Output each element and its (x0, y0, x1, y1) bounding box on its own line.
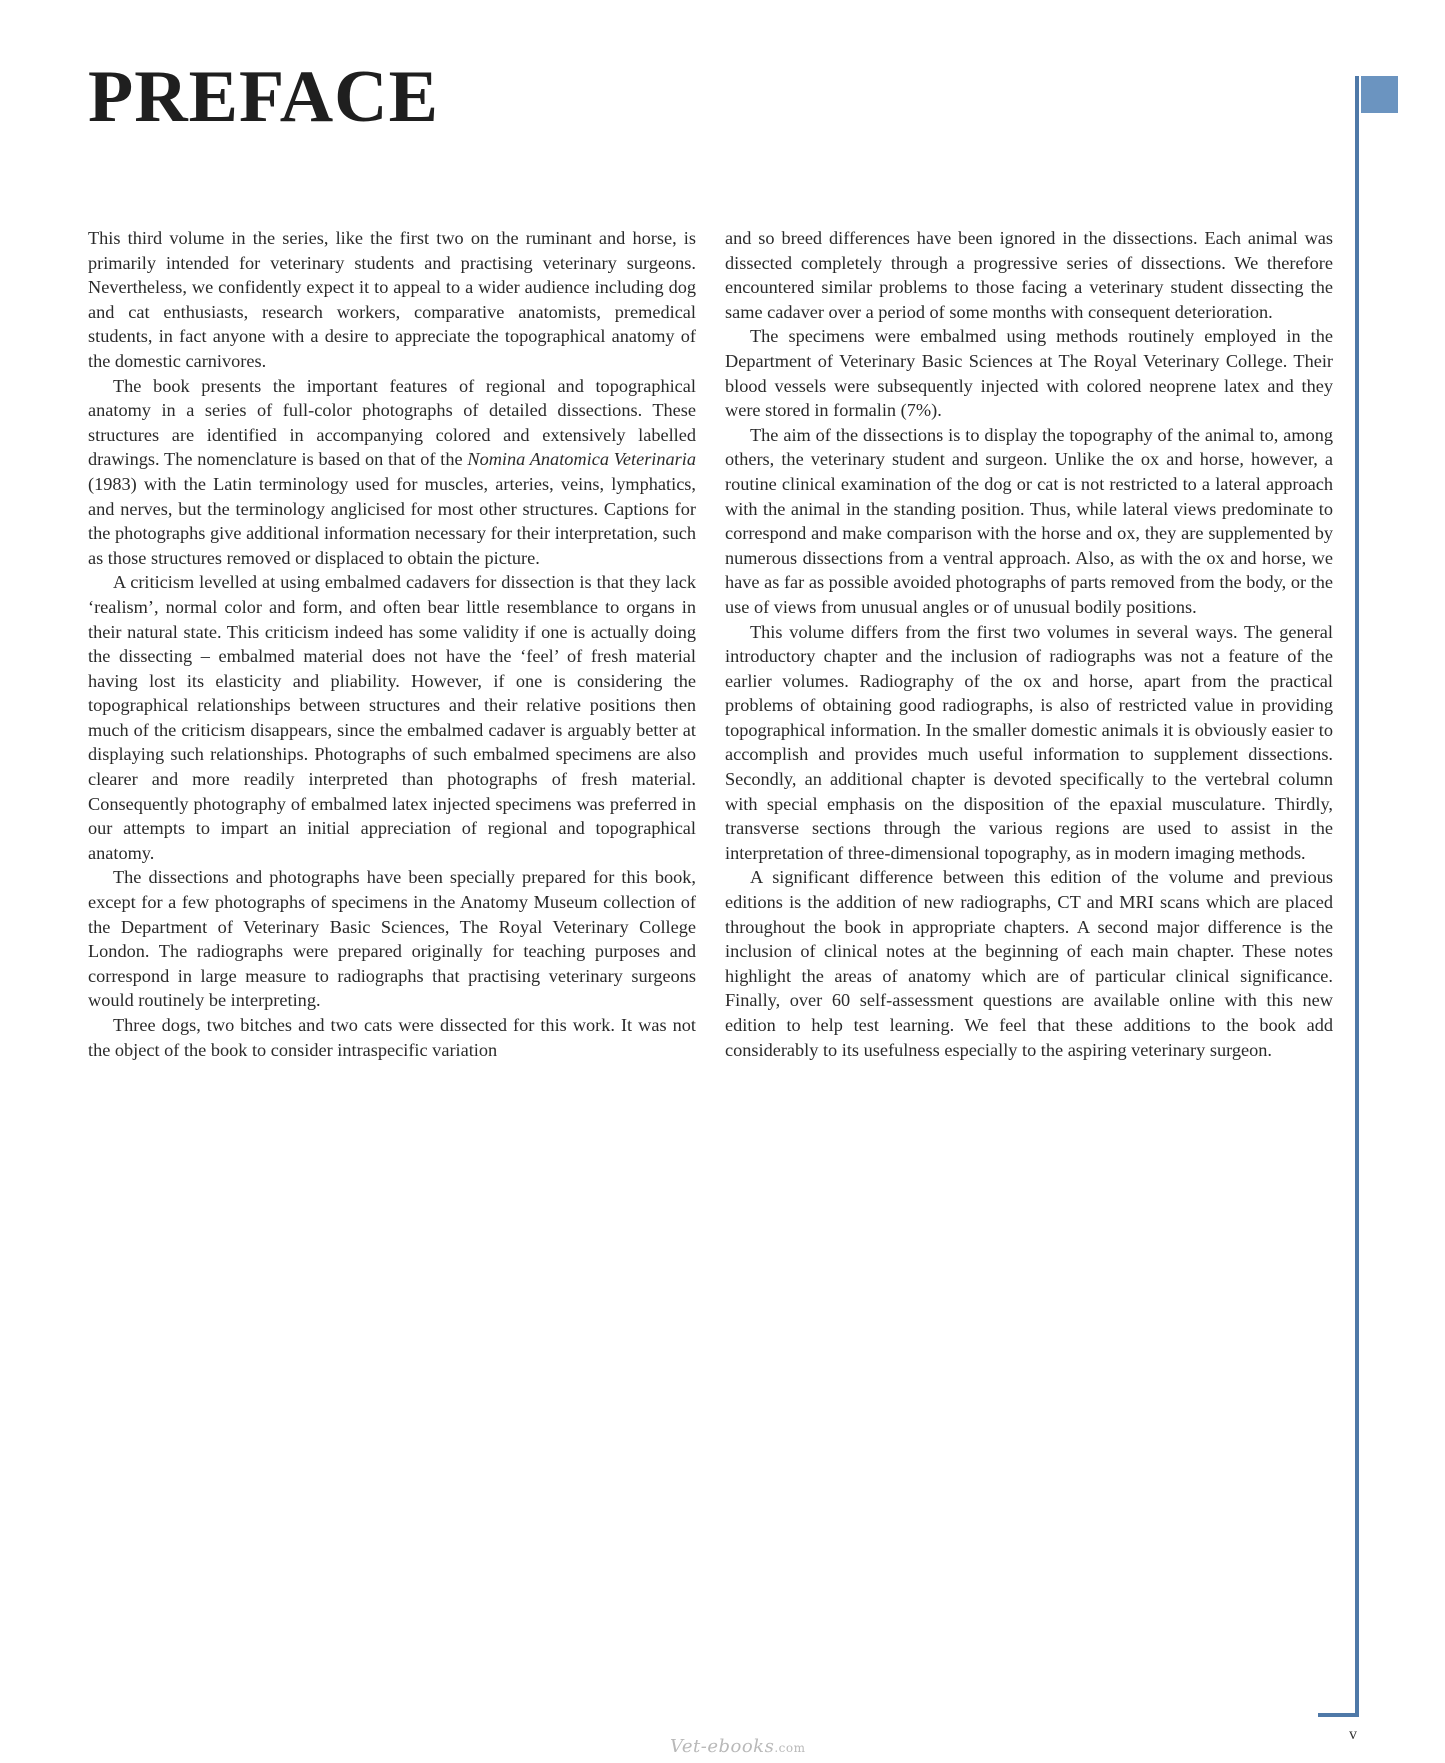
page-number: v (1349, 1726, 1357, 1743)
page-title: PREFACE (88, 56, 439, 138)
left-text-column (88, 226, 696, 1062)
chapter-accent-block (1361, 76, 1398, 113)
paragraph-text: (1983) with the Latin terminology used for muscles, arteries, veins, lymphatics, and nerves, but the terminology anglicised for most other structures. Captions for the photographs give additional information necessary for their interpretation, such as those structures removed or displaced to obtain the picture. (88, 473, 696, 568)
paragraph-text: The book presents the important features of regional and topographical anatomy in a series of full-color photographs of detailed dissections. These structures are identified in accompanying colored and extensively labelled drawings. The nomenclature is based on that of the (88, 375, 696, 470)
watermark-text: Vet-ebooks (670, 1736, 775, 1757)
watermark-suffix: .com (774, 1741, 806, 1755)
paragraph: This third volume in the series, like the first two on the ruminant and horse, is primarily intended for veterinary students and practising veterinary surgeons. Nevertheless, we confidently expect it to appeal to a wider audience including dog and cat enthusiasts, research workers, comparative anatomists, premedical students, in fact anyone with a desire to appreciate the topographical anatomy of the domestic carnivores. (88, 228, 696, 371)
right-text-column (725, 226, 1333, 1062)
paragraph (88, 374, 696, 571)
paragraph: A significant difference between this edition of the volume and previous editions is the addition of new radiographs, CT and MRI scans which are placed throughout the book in appropriate chapters. A second major difference is the inclusion of clinical notes at the beginning of each main chapter. These notes highlight the areas of anatomy which are of particular clinical significance. Finally, over 60 self-assessment questions are available online with this new edition to help test learning. We feel that these additions to the book add considerably to its usefulness especially to the aspiring veterinary surgeon. (725, 867, 1333, 1060)
margin-rule-vertical (1355, 76, 1359, 1717)
paragraph: A criticism levelled at using embalmed cadavers for dissection is that they lack ‘realism’, normal color and form, and often bear little resemblance to organs in their natural state. This criticism indeed has some validity if one is actually doing the dissecting – embalmed material does not have the ‘feel’ of fresh material having lost its elasticity and pliability. However, if one is considering the topographical relationships between structures and their relative positions then much of the criticism disappears, since the embalmed cadaver is arguably better at displaying such relationships. Photographs of such embalmed specimens are also clearer and more readily interpreted than photographs of fresh material. Consequently photography of embalmed latex injected specimens was preferred in our attempts to impart an initial appreciation of regional and topographical anatomy. (88, 572, 696, 863)
paragraph: Three dogs, two bitches and two cats were dissected for this work. It was not the object of the book to consider intraspecific variation (88, 1015, 696, 1060)
italic-title: Nomina Anatomica Veterinaria (467, 449, 697, 470)
paragraph: The specimens were embalmed using methods routinely employed in the Department of Veterinary Basic Sciences at The Royal Veterinary College. Their blood vessels were subsequently injected with colored neoprene latex and they were stored in formalin (7%). (725, 326, 1333, 421)
paragraph: The aim of the dissections is to display the topography of the animal to, among others, the veterinary student and surgeon. Unlike the ox and horse, however, a routine clinical examination of the dog or cat is not restricted to a lateral approach with the animal in the standing position. Thus, while lateral views predominate to correspond and make comparison with the horse and ox, they are supplemented by numerous dissections from a ventral approach. Also, as with the ox and horse, we have as far as possible avoided photographs of parts removed from the body, or the use of views from unusual angles or of unusual bodily positions. (725, 424, 1333, 617)
watermark-logo (670, 1736, 805, 1757)
paragraph: and so breed differences have been ignored in the dissections. Each animal was dissected completely through a progressive series of dissections. We therefore encountered similar problems to those facing a veterinary student dissecting the same cadaver over a period of some months with consequent deterioration. (725, 228, 1333, 322)
margin-rule-horizontal (1318, 1713, 1359, 1717)
paragraph: The dissections and photographs have been specially prepared for this book, except for a few photographs of specimens in the Anatomy Museum collection of the Department of Veterinary Basic Sciences, The Royal Veterinary College London. The radiographs were prepared originally for teaching purposes and correspond in large measure to radiographs that practising veterinary surgeons would routinely be interpreting. (88, 867, 696, 1011)
paragraph: This volume differs from the first two volumes in several ways. The general introductory chapter and the inclusion of radiographs was not a feature of the earlier volumes. Radiography of the ox and horse, apart from the practical problems of obtaining good radiographs, is also of restricted value in providing topographical information. In the smaller domestic animals it is obviously easier to accomplish and provides much useful information to supplement dissections. Secondly, an additional chapter is devoted specifically to the vertebral column with special emphasis on the disposition of the epaxial musculature. Thirdly, transverse sections through the various regions are used to assist in the interpretation of three-dimensional topography, as in modern imaging methods. (725, 621, 1333, 863)
